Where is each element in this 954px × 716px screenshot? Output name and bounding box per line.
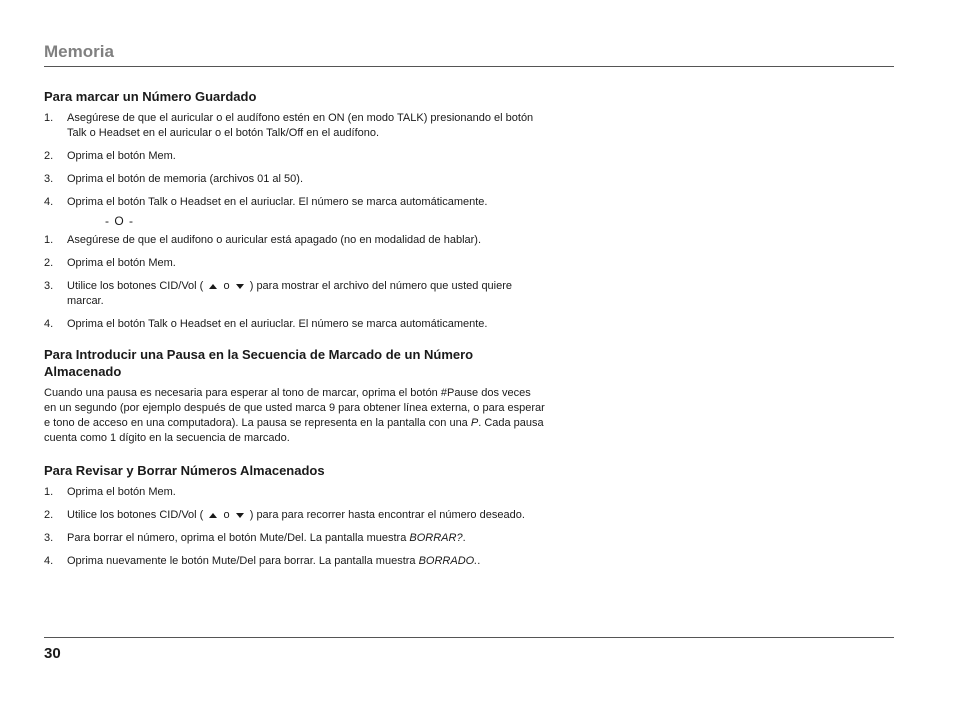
step-number: 1. [44,112,54,124]
step-text: Asegúrese de que el auricular o el audífono estén en ON (en modo TALK) presionando el botón Talk o Headset en el auricular o el botón Talk/Off en el audífono. [67,112,534,139]
paragraph-italic: P [470,417,479,429]
step-text-or: o [223,509,230,521]
step-text: Oprima el botón Mem. [67,257,176,269]
step-text: Asegúrese de que el audifono o auricular está apagado (no en modalidad de hablar). [67,234,482,246]
list-item [44,279,546,309]
step-text: ) para mostrar el archivo del número que usted quiere marcar. [67,280,513,307]
step-text: Oprima el botón de memoria (archivos 01 al 50). [67,173,303,185]
display-text-italic: BORRAR? [409,532,463,544]
list-item [44,172,546,187]
page-title: Memoria [44,42,114,61]
footer-divider [44,637,894,638]
step-number: 1. [44,486,54,498]
up-arrow-icon [209,284,217,289]
step-text: Oprima el botón Talk o Headset en el auriuclar. El número se marca automáticamente. [67,318,488,330]
step-text: Utilice los botones CID/Vol ( [67,280,204,292]
step-number: 4. [44,318,54,330]
step-text-or: o [223,280,230,292]
step-number: 4. [44,555,54,567]
section-heading-dial-saved: Para marcar un Número Guardado [44,89,257,104]
section-heading-pause: Para Introducir una Pausa en la Secuencia de Marcado de un Número Almacenado [44,347,474,379]
step-number: 3. [44,532,54,544]
paragraph-text: Cuando una pausa es necesaria para esperar al tono de marcar, oprima el botón #Pause dos veces en un segundo (por ejemplo después de que usted marca 9 para obtener línea externa, o para esperar e tono de acceso en una computadora). La pausa se representa en la pantalla con una [44,387,545,429]
list-item [44,317,546,332]
step-number: 2. [44,509,54,521]
step-text: Utilice los botones CID/Vol ( [67,509,204,521]
down-arrow-icon [236,284,244,289]
up-arrow-icon [209,513,217,518]
list-item [44,508,546,523]
list-item [44,149,546,164]
step-text: Oprima el botón Mem. [67,486,176,498]
main-content [44,88,546,577]
header-divider [44,66,894,67]
step-number: 3. [44,173,54,185]
list-item [44,485,546,500]
step-text: Para borrar el número, oprima el botón Mute/Del. La pantalla muestra [67,532,410,544]
section-paragraph [44,386,546,446]
display-text-italic: BORRADO. [418,555,478,567]
down-arrow-icon [236,513,244,518]
step-text: Oprima el botón Mem. [67,150,176,162]
step-text: Oprima el botón Talk o Headset en el auriuclar. El número se marca automáticamente. [67,196,488,208]
list-item [44,256,546,271]
list-item [44,531,546,546]
page-number: 30 [44,645,61,662]
step-number: 3. [44,280,54,292]
step-text: Oprima nuevamente le botón Mute/Del para borrar. La pantalla muestra [67,555,419,567]
list-item [44,111,546,141]
step-text: ) para para recorrer hasta encontrar el número deseado. [249,509,525,521]
step-number: 1. [44,234,54,246]
section-heading-review-delete: Para Revisar y Borrar Números Almacenados [44,463,325,478]
list-item [44,195,546,210]
or-separator: - O - [105,214,134,228]
paragraph-text: . Cada pausa cuenta como 1 dígito en la secuencia de marcado. [44,417,544,444]
list-item [44,554,546,569]
step-text: . [462,532,466,544]
step-number: 2. [44,257,54,269]
list-item [44,233,546,248]
step-text: . [477,555,481,567]
step-number: 2. [44,150,54,162]
step-number: 4. [44,196,54,208]
